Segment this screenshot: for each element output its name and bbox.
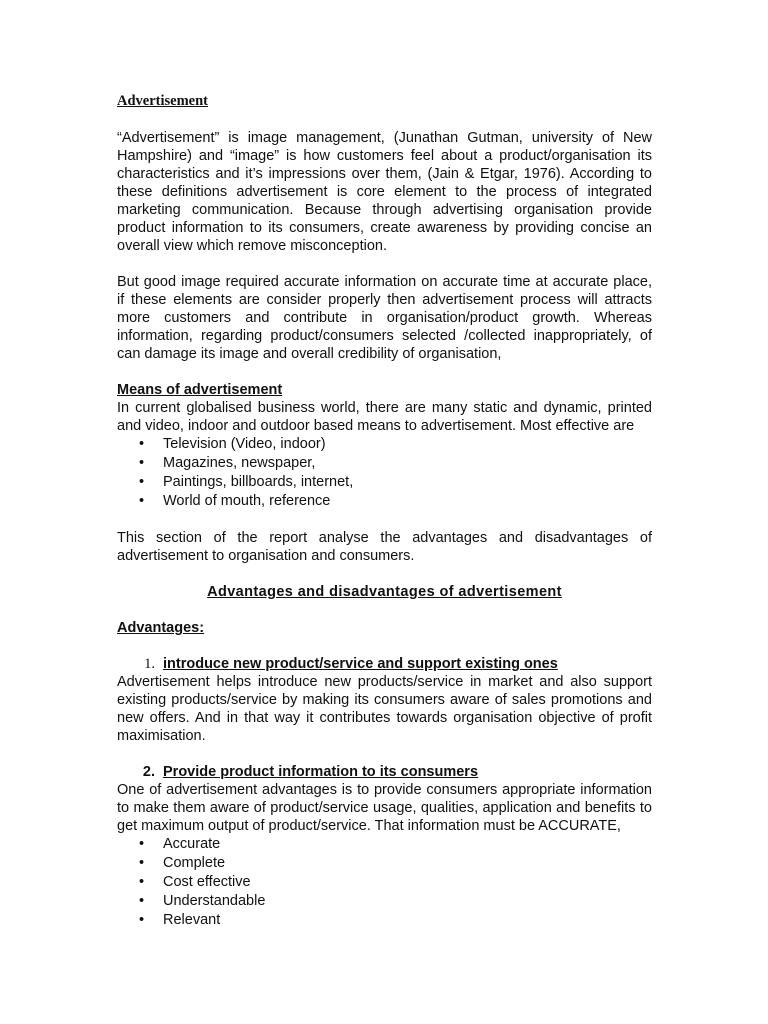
image-paragraph: But good image required accurate information on accurate time at accurate place, if these elements are consider properly then advertisement process will attracts more customers and contribute in organisation/product growth. Whereas information, regarding product/consumers selected /collected inappropriately, of can damage its image and overall credibility of organisation, xyxy=(117,274,652,362)
info-qualities-list xyxy=(117,835,652,930)
point-2-number: 2. xyxy=(142,764,155,780)
list-item: • Complete xyxy=(117,854,652,873)
means-intro: In current globalised business world, there are many static and dynamic, printed and video, indoor and outdoor based means to advertisement. Most effective are xyxy=(117,400,652,434)
list-item: • Television (Video, indoor) xyxy=(117,435,652,454)
advantages-heading: Advantages: xyxy=(117,620,205,636)
list-item: • Magazines, newspaper, xyxy=(117,454,652,473)
point-1-title: introduce new product/service and support existing ones xyxy=(163,656,558,672)
document-title: Advertisement xyxy=(117,93,209,109)
list-item: • Understandable xyxy=(117,892,652,911)
section-paragraph: This section of the report analyse the advantages and disadvantages of advertisement to organisation and consumers. xyxy=(117,530,652,564)
point-2-title: Provide product information to its consumers xyxy=(163,764,479,780)
list-item: • Relevant xyxy=(117,911,652,930)
point-1-number: 1. xyxy=(144,656,155,672)
point-2-text: One of advertisement advantages is to provide consumers appropriate information to make them aware of product/service usage, qualities, application and benefits to get maximum output of product/service. That information must be ACCURATE, xyxy=(117,782,652,834)
point-2-heading xyxy=(117,763,652,781)
means-heading: Means of advertisement xyxy=(117,382,283,398)
list-item: • Cost effective xyxy=(117,873,652,892)
intro-paragraph: “Advertisement” is image management, (Junathan Gutman, university of New Hampshire) and “image” is how customers feel about a product/organisation its characteristics and it’s impressions over them, (Jain & Etgar, 1976). According to these definitions advertisement is core element to the process of integrated marketing communication. Because through advertising organisation provide product information to its consumers, create awareness by providing concise an overall view which remove misconception. xyxy=(117,130,652,254)
adv-disadv-heading: Advantages and disadvantages of advertisement xyxy=(207,584,562,600)
point-1-text: Advertisement helps introduce new products/service in market and also support existing products/service by making its consumers aware of sales promotions and new offers. And in that way it contributes towards organisation objective of profit maximisation. xyxy=(117,674,652,744)
list-item: • Paintings, billboards, internet, xyxy=(117,473,652,492)
point-1-heading xyxy=(117,655,652,673)
list-item: • Accurate xyxy=(117,835,652,854)
document-body xyxy=(117,92,652,930)
means-list xyxy=(117,435,652,511)
list-item: • World of mouth, reference xyxy=(117,492,652,511)
